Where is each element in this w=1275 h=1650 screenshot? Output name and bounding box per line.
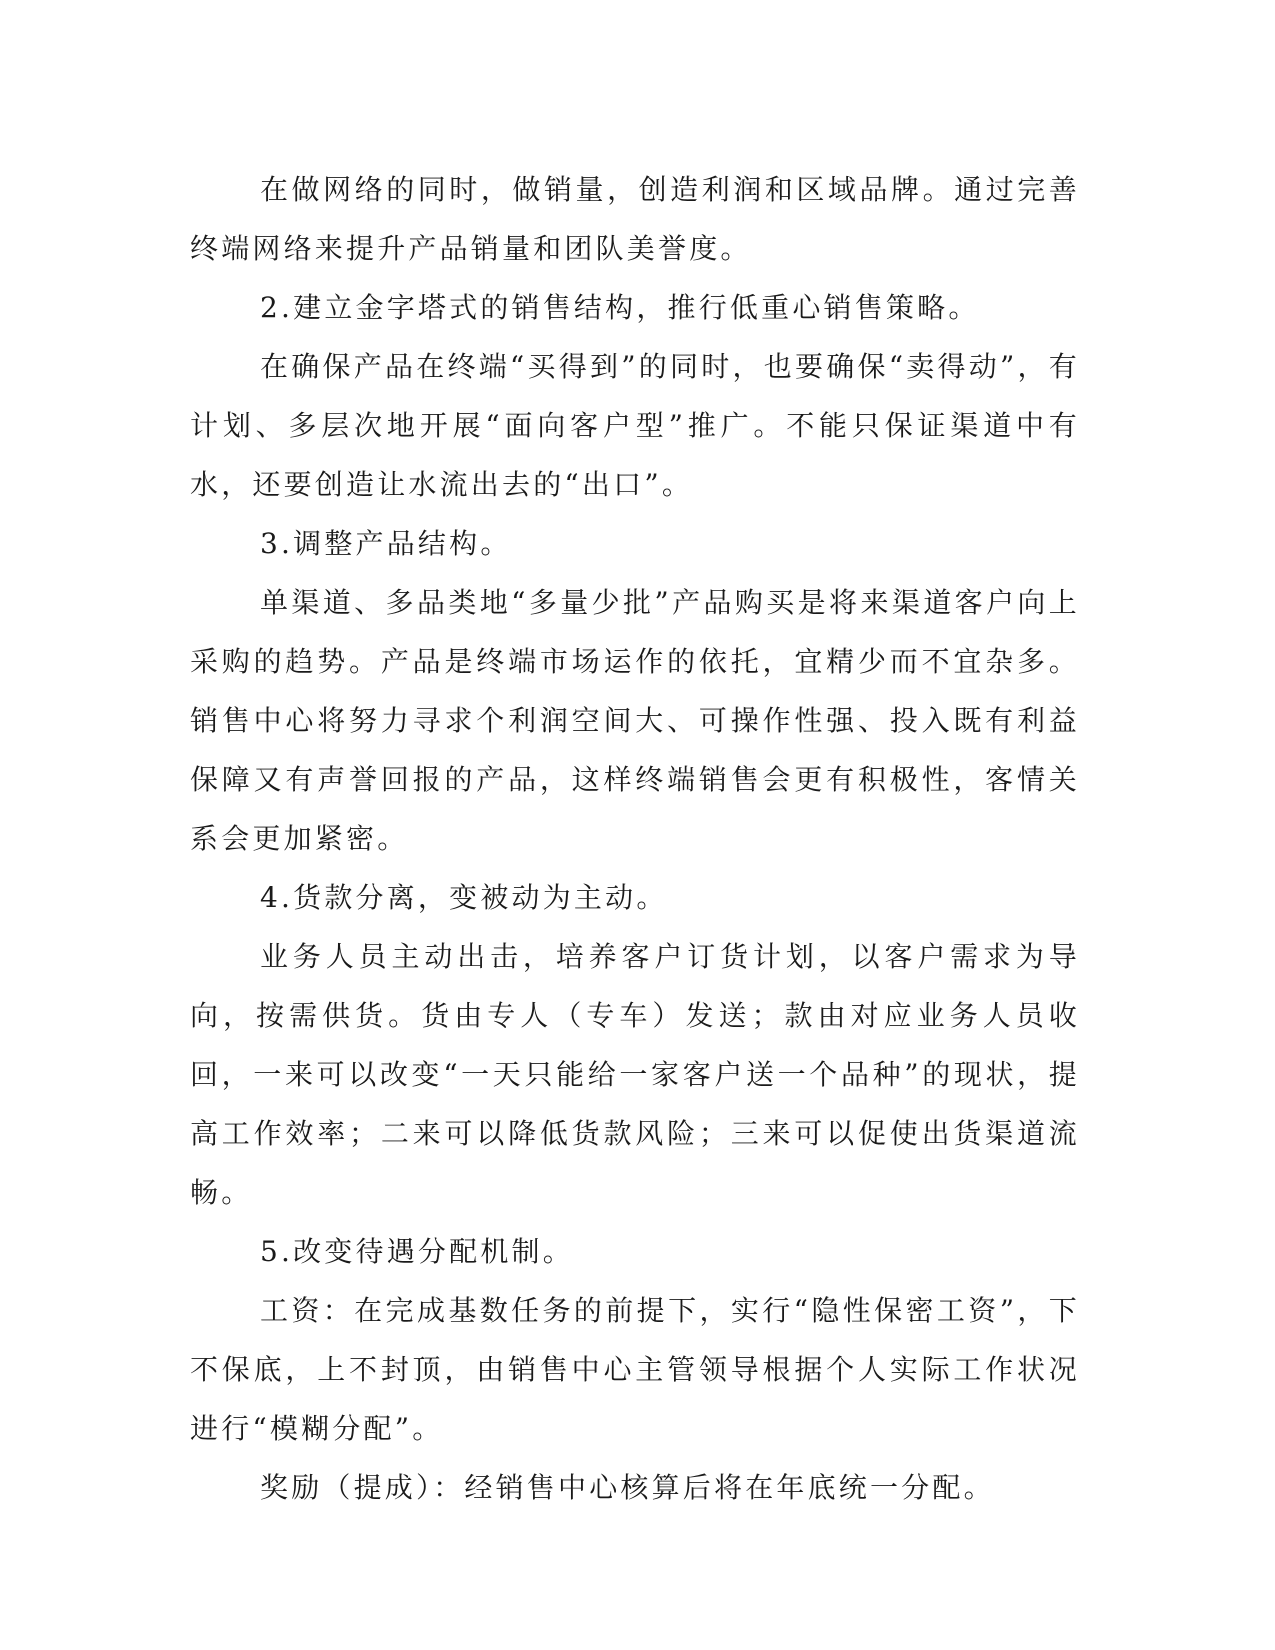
paragraph-salary: 工资：在完成基数任务的前提下，实行“隐性保密工资”，下不保底，上不封顶，由销售中心主管领导根据个人实际工作状况进行“模糊分配”。 [190,1294,1080,1445]
paragraph-network-sales: 在做网络的同时，做销量，创造利润和区域品牌。通过完善终端网络来提升产品销量和团队美誉度。 [190,173,1080,265]
heading-product-structure: 3.调整产品结构。 [260,527,512,560]
paragraph-order-delivery: 业务人员主动出击，培养客户订货计划，以客户需求为导向，按需供货。货由专人（专车）发送；款由对应业务人员收回，一来可以改变“一天只能给一家客户送一个品种”的现状，提高工作效率；二来可以降低货款风险；三来可以促使出货渠道流畅。 [190,940,1080,1209]
document-body [190,160,1080,1517]
heading-goods-payment-separation: 4.货款分离，变被动为主动。 [260,881,668,914]
heading-pyramid-structure: 2.建立金字塔式的销售结构，推行低重心销售策略。 [260,291,980,324]
paragraph-bonus: 奖励（提成）：经销售中心核算后将在年底统一分配。 [260,1471,995,1504]
heading-compensation-mechanism: 5.改变待遇分配机制。 [260,1235,574,1268]
paragraph-product-strategy: 单渠道、多品类地“多量少批”产品购买是将来渠道客户向上采购的趋势。产品是终端市场运作的依托，宜精少而不宜杂多。销售中心将努力寻求个利润空间大、可操作性强、投入既有利益保障又有声誉回报的产品，这样终端销售会更有积极性，客情关系会更加紧密。 [190,586,1080,855]
paragraph-terminal-promotion: 在确保产品在终端“买得到”的同时，也要确保“卖得动”，有计划、多层次地开展“面向客户型”推广。不能只保证渠道中有水，还要创造让水流出去的“出口”。 [190,350,1080,501]
